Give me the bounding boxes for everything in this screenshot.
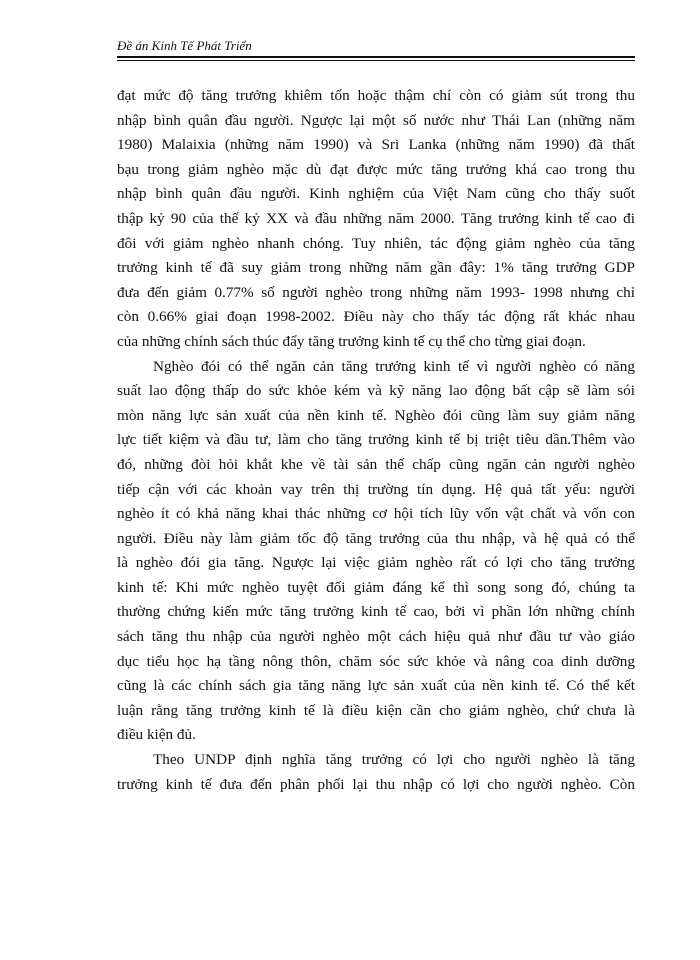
text-line: suất lao động thấp do sức khỏe kém và kỹ năng lao động bất cập sẽ làm sói — [117, 382, 635, 400]
text-line: luận rằng tăng trưởng kinh tế là điều kiện cần cho giảm nghèo, chứ chưa là — [117, 701, 635, 719]
text-line: còn 0.66% giai đoạn 1998-2002. Điều này cho thấy tác động rất khác nhau — [117, 308, 635, 326]
text-line: nghèo ít có khả năng khai thác những cơ hội tích lũy vốn vật chất và vốn con — [117, 505, 635, 523]
text-line: là nghèo đói gia tăng. Ngược lại việc giảm nghèo rất có lợi cho tăng trưởng — [117, 554, 635, 572]
document-body — [117, 84, 635, 797]
header-rule-thin — [117, 60, 635, 61]
text-line: kinh tế: Khi mức nghèo tuyệt đối giảm đáng kể thì song song đó, chúng ta — [117, 578, 635, 596]
text-line: Nghèo đói có thể ngăn cản tăng trưởng kinh tế vì người nghèo có năng — [153, 357, 635, 375]
running-header: Đề án Kinh Tế Phát Triển — [117, 38, 252, 53]
text-line: bạu trong giảm nghèo mặc dù đạt được mức tăng trưởng khá cao trong thu — [117, 160, 635, 178]
text-line: lực tiết kiệm và đầu tư, làm cho tăng trưởng kinh tế bị triệt tiêu dần.Thêm vào — [117, 431, 635, 449]
header-rule-thick — [117, 56, 635, 58]
text-line: 1980) Malaixia (những năm 1990) và Sri Lanka (những năm 1990) đã thất — [117, 136, 635, 154]
text-line: trưởng kinh tế đã suy giảm trong những năm gần đây: 1% tăng trưởng GDP — [117, 259, 635, 277]
paragraph-1 — [117, 84, 635, 355]
text-line: thường chứng kiến mức tăng trưởng kinh tế cao, bởi vì phần lớn những chính — [117, 603, 635, 621]
text-line: đôi với giảm nghèo nhanh chóng. Tuy nhiên, tác động giảm nghèo của tăng — [117, 234, 635, 252]
text-line: dục tiểu học hạ tầng nông thôn, chăm sóc sức khỏe và nâng coa dinh dưỡng — [117, 652, 635, 670]
text-line: thập kỷ 90 của thế kỷ XX và đầu những năm 2000. Tăng trưởng kinh tế cao đi — [117, 209, 635, 227]
text-line: sách tăng thu nhập của người nghèo một cách hiệu quả như đầu tư vào giáo — [117, 628, 635, 646]
text-line: điều kiện đủ. — [117, 726, 196, 744]
text-line: của những chính sách thúc đẩy tăng trưởng kinh tế cụ thể cho từng giai đoạn. — [117, 332, 586, 350]
text-line: trưởng kinh tế đưa đến phân phối lại thu nhập có lợi cho người nghèo. Còn — [117, 775, 635, 793]
text-line: đó, những đòi hỏi khắt khe về tài sản thế chấp cũng ngăn cản người nghèo — [117, 455, 635, 473]
text-line: nhập bình quân đầu người. Kinh nghiệm của Việt Nam cũng cho thấy suốt — [117, 185, 635, 203]
text-line: tiếp cận với các khoản vay trên thị trường tín dụng. Hệ quả tất yếu: người — [117, 480, 635, 498]
text-line: đạt mức độ tăng trưởng khiêm tốn hoặc thậm chí còn có giảm sút trong thu — [117, 87, 635, 104]
text-line: Theo UNDP định nghĩa tăng trưởng có lợi cho người nghèo là tăng — [153, 751, 635, 769]
text-line: cũng là các chính sách gia tăng năng lực sản xuất của nền kinh tế. Có thể kết — [117, 677, 635, 695]
text-line: nhập bình quân đầu người. Ngược lại một số nước như Thái Lan (những năm — [117, 111, 635, 129]
text-line: đưa đến giảm 0.77% số người nghèo trong những năm 1993- 1998 nhưng chỉ — [117, 283, 635, 301]
paragraph-2 — [117, 355, 635, 749]
paragraph-3 — [117, 748, 635, 797]
text-line: người. Điều này làm giảm tốc độ tăng trưởng của thu nhập, và hệ quả có thể — [117, 529, 635, 547]
text-line: mòn năng lực sản xuất của nền kinh tế. Nghèo đói cũng làm suy giảm năng — [117, 406, 635, 424]
